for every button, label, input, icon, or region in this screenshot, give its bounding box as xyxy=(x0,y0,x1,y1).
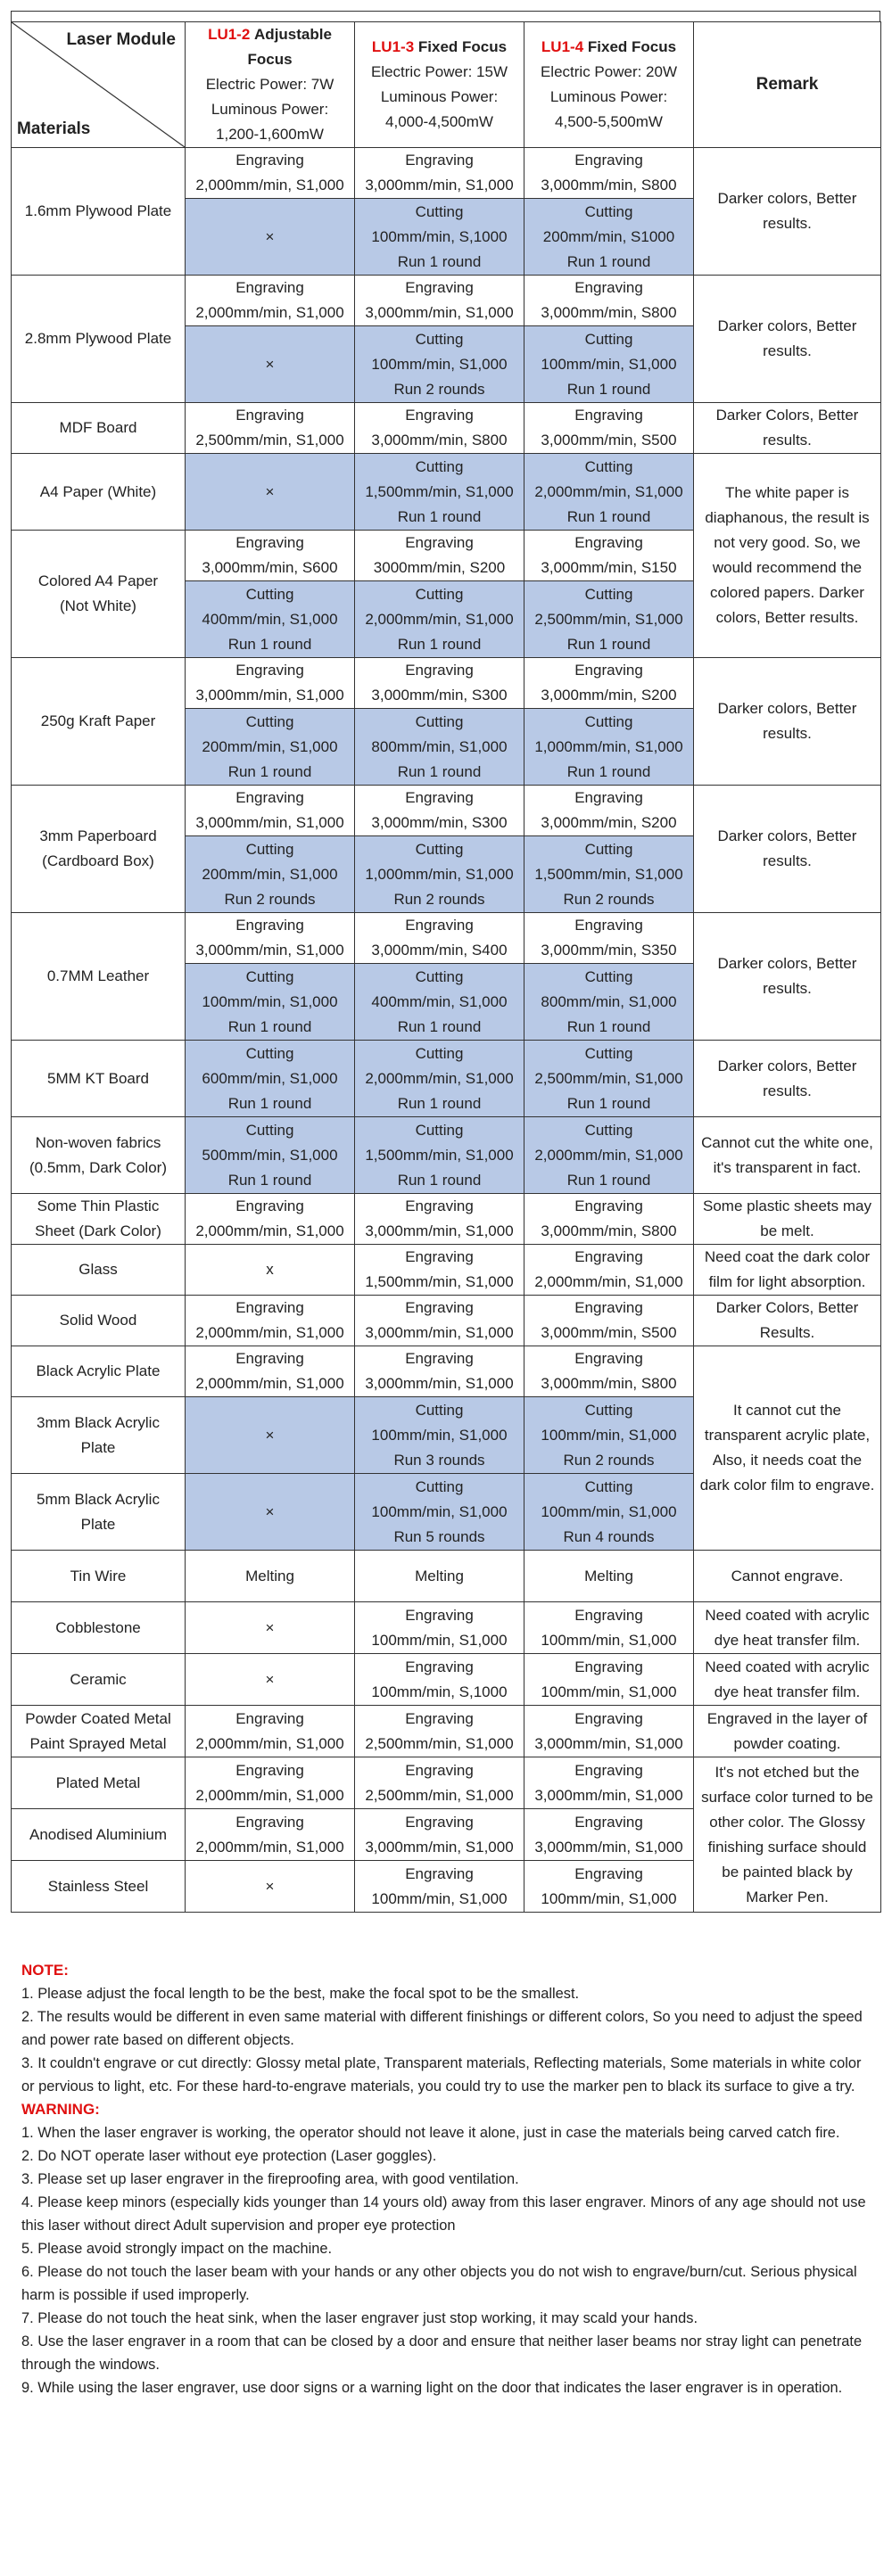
warning-item: 9. While using the laser engraver, use door signs or a warning light on the door that indicates the laser engraver is in operation. xyxy=(21,2380,843,2396)
setting-cell: Engraving 2,000mm/min, S1,000 xyxy=(186,1296,355,1346)
table-row xyxy=(12,1117,881,1194)
setting-cell: Engraving 3,000mm/min, S600 xyxy=(186,531,355,581)
header-remark xyxy=(694,22,881,148)
setting-cell: Cutting 100mm/min, S1,000 Run 1 round xyxy=(524,326,694,403)
notes-section xyxy=(21,1959,878,2399)
electric-power: Electric Power: 15W xyxy=(370,63,508,80)
warning-item: 5. Please avoid strongly impact on the machine. xyxy=(21,2241,333,2257)
luminous-label: Luminous Power: xyxy=(380,88,499,105)
material-name: 5mm Black Acrylic Plate xyxy=(12,1474,186,1551)
setting-cell: Cutting 200mm/min, S1,000 Run 1 round xyxy=(186,709,355,786)
not-supported-cell: x xyxy=(186,1245,355,1296)
material-name: Anodised Aluminium xyxy=(12,1809,186,1861)
remark-cell: Darker colors, Better results. xyxy=(694,148,881,276)
luminous-value: 4,000-4,500mW xyxy=(385,113,493,130)
setting-cell: Engraving 3,000mm/min, S800 xyxy=(355,403,524,454)
remark-cell: The white paper is diaphanous, the result is not very good. So, we would recommend the colored papers. Darker colors, Better results. xyxy=(694,454,881,658)
setting-cell: Melting xyxy=(355,1551,524,1602)
setting-cell: Cutting 100mm/min, S,1000 Run 1 round xyxy=(355,199,524,276)
table-row xyxy=(12,1654,881,1706)
table-row xyxy=(12,913,881,964)
table-row xyxy=(12,1041,881,1117)
setting-cell: Engraving 2,500mm/min, S1,000 xyxy=(355,1757,524,1809)
focus-type: Adjustable Focus xyxy=(247,26,332,68)
setting-cell: Melting xyxy=(186,1551,355,1602)
setting-cell: Engraving 3,000mm/min, S200 xyxy=(524,658,694,709)
setting-cell: Engraving 100mm/min, S1,000 xyxy=(355,1602,524,1654)
table-row xyxy=(12,1706,881,1757)
luminous-label: Luminous Power: xyxy=(211,101,329,118)
setting-cell: Engraving 2,500mm/min, S1,000 xyxy=(355,1706,524,1757)
setting-cell: Engraving 3,000mm/min, S150 xyxy=(524,531,694,581)
setting-cell: Cutting 100mm/min, S1,000 Run 5 rounds xyxy=(355,1474,524,1551)
table-row xyxy=(12,658,881,709)
warning-item: 7. Please do not touch the heat sink, when the laser engraver just stop working, it may scald your hands. xyxy=(21,2310,698,2326)
setting-cell: Cutting 2,500mm/min, S1,000 Run 1 round xyxy=(524,1041,694,1117)
setting-cell: Engraving 100mm/min, S1,000 xyxy=(524,1602,694,1654)
table-row xyxy=(12,1296,881,1346)
remark-cell: Darker colors, Better results. xyxy=(694,1041,881,1117)
header-lu1-3 xyxy=(355,22,524,148)
remark-cell: Engraved in the layer of powder coating. xyxy=(694,1706,881,1757)
setting-cell: Engraving 100mm/min, S1,000 xyxy=(355,1861,524,1913)
note-item: 1. Please adjust the focal length to be the best, make the focal spot to be the smallest. xyxy=(21,1986,580,2002)
setting-cell: Engraving 3,000mm/min, S1,000 xyxy=(355,1194,524,1245)
setting-cell: Engraving 3,000mm/min, S800 xyxy=(524,148,694,199)
setting-cell: Cutting 600mm/min, S1,000 Run 1 round xyxy=(186,1041,355,1117)
warning-heading: WARNING: xyxy=(21,2101,100,2118)
setting-cell: Cutting 1,500mm/min, S1,000 Run 2 rounds xyxy=(524,836,694,913)
remark-cell: It's not etched but the surface color turned to be other color. The Glossy finishing surface should be painted black by Marker Pen. xyxy=(694,1757,881,1913)
setting-cell: Engraving 3,000mm/min, S800 xyxy=(524,1346,694,1397)
setting-cell: Engraving 2,000mm/min, S1,000 xyxy=(186,1346,355,1397)
setting-cell: Cutting 2,500mm/min, S1,000 Run 1 round xyxy=(524,581,694,658)
warning-item: 3. Please set up laser engraver in the fireproofing area, with good ventilation. xyxy=(21,2171,519,2187)
setting-cell: Cutting 400mm/min, S1,000 Run 1 round xyxy=(355,964,524,1041)
setting-cell: Cutting 200mm/min, S1,000 Run 2 rounds xyxy=(186,836,355,913)
setting-cell: Cutting 2,000mm/min, S1,000 Run 1 round xyxy=(355,581,524,658)
remark-cell: Darker colors, Better results. xyxy=(694,276,881,403)
remark-cell: Darker Colors, Better Results. xyxy=(694,1296,881,1346)
setting-cell: Engraving 3,000mm/min, S300 xyxy=(355,786,524,836)
setting-cell: Engraving 3,000mm/min, S1,000 xyxy=(524,1809,694,1861)
setting-cell: Engraving 3,000mm/min, S1,000 xyxy=(355,148,524,199)
material-name: Glass xyxy=(12,1245,186,1296)
setting-cell: Melting xyxy=(524,1551,694,1602)
note-item: 3. It couldn't engrave or cut directly: Glossy metal plate, Transparent materials, Reflecting materials, Some materials in white color or pervious to light, etc. For these hard-to-engrave materials, you could try to use the marker pen to black its surface to give a try. xyxy=(21,2055,862,2095)
setting-cell: Engraving 2,000mm/min, S1,000 xyxy=(186,1757,355,1809)
warning-item: 2. Do NOT operate laser without eye protection (Laser goggles). xyxy=(21,2148,437,2164)
material-name: Solid Wood xyxy=(12,1296,186,1346)
setting-cell: Cutting 800mm/min, S1,000 Run 1 round xyxy=(524,964,694,1041)
setting-cell: Engraving 3,000mm/min, S1,000 xyxy=(524,1706,694,1757)
table-row xyxy=(12,1245,881,1296)
setting-cell: Engraving 3,000mm/min, S800 xyxy=(524,276,694,326)
setting-cell: Cutting 500mm/min, S1,000 Run 1 round xyxy=(186,1117,355,1194)
table-row xyxy=(12,1757,881,1809)
setting-cell: Engraving 2,000mm/min, S1,000 xyxy=(186,1809,355,1861)
not-supported-cell: × xyxy=(186,1602,355,1654)
table-row xyxy=(12,148,881,199)
not-supported-cell: × xyxy=(186,1397,355,1474)
focus-type: Fixed Focus xyxy=(587,38,677,55)
setting-cell: Cutting 2,000mm/min, S1,000 Run 1 round xyxy=(524,1117,694,1194)
not-supported-cell: × xyxy=(186,1654,355,1706)
setting-cell: Engraving 3,000mm/min, S500 xyxy=(524,403,694,454)
setting-cell: Cutting 100mm/min, S1,000 Run 4 rounds xyxy=(524,1474,694,1551)
material-name: 3mm Black Acrylic Plate xyxy=(12,1397,186,1474)
material-name: Some Thin Plastic Sheet (Dark Color) xyxy=(12,1194,186,1245)
not-supported-cell: × xyxy=(186,326,355,403)
warning-item: 4. Please keep minors (especially kids younger than 14 yours old) away from this laser engraver. Minors of any age should not use this laser without direct Adult supervision and proper eye protection xyxy=(21,2194,866,2234)
setting-cell: Cutting 1,500mm/min, S1,000 Run 1 round xyxy=(355,454,524,531)
remark-cell: Need coated with acrylic dye heat transfer film. xyxy=(694,1654,881,1706)
not-supported-cell: × xyxy=(186,454,355,531)
remark-cell: Darker Colors, Better results. xyxy=(694,403,881,454)
table-header-row xyxy=(12,22,881,148)
setting-cell: Cutting 2,000mm/min, S1,000 Run 1 round xyxy=(355,1041,524,1117)
material-name: 250g Kraft Paper xyxy=(12,658,186,786)
setting-cell: Cutting 100mm/min, S1,000 Run 2 rounds xyxy=(355,326,524,403)
electric-power: Electric Power: 7W xyxy=(205,76,334,93)
table-row xyxy=(12,1551,881,1602)
setting-cell: Cutting 800mm/min, S1,000 Run 1 round xyxy=(355,709,524,786)
material-name: 2.8mm Plywood Plate xyxy=(12,276,186,403)
table-row xyxy=(12,786,881,836)
setting-cell: Engraving 2,000mm/min, S1,000 xyxy=(186,1194,355,1245)
setting-cell: Engraving 2,000mm/min, S1,000 xyxy=(186,1706,355,1757)
setting-cell: Engraving 3,000mm/min, S1,000 xyxy=(355,1346,524,1397)
setting-cell: Cutting 2,000mm/min, S1,000 Run 1 round xyxy=(524,454,694,531)
material-name: 5MM KT Board xyxy=(12,1041,186,1117)
setting-cell: Engraving 2,000mm/min, S1,000 xyxy=(186,276,355,326)
setting-cell: Engraving 3,000mm/min, S1,000 xyxy=(355,276,524,326)
setting-cell: Engraving 3,000mm/min, S500 xyxy=(524,1296,694,1346)
warning-item: 8. Use the laser engraver in a room that can be closed by a door and ensure that neither laser beams nor stray light can penetrate through the windows. xyxy=(21,2333,863,2373)
not-supported-cell: × xyxy=(186,1861,355,1913)
material-name: A4 Paper (White) xyxy=(12,454,186,531)
material-name: 1.6mm Plywood Plate xyxy=(12,148,186,276)
electric-power: Electric Power: 20W xyxy=(540,63,678,80)
setting-cell: Engraving 3,000mm/min, S400 xyxy=(355,913,524,964)
setting-cell: Cutting 1,500mm/min, S1,000 Run 1 round xyxy=(355,1117,524,1194)
note-item: 2. The results would be different in even same material with different finishings or different colors, So you need to adjust the speed and power rate based on different objects. xyxy=(21,2009,863,2048)
remark-cell: Need coated with acrylic dye heat transfer film. xyxy=(694,1602,881,1654)
material-name: Black Acrylic Plate xyxy=(12,1346,186,1397)
model-name: LU1-3 xyxy=(371,38,415,55)
not-supported-cell: × xyxy=(186,1474,355,1551)
setting-cell: Cutting 100mm/min, S1,000 Run 3 rounds xyxy=(355,1397,524,1474)
material-name: Tin Wire xyxy=(12,1551,186,1602)
header-lu1-4 xyxy=(524,22,694,148)
setting-cell: Engraving 2,500mm/min, S1,000 xyxy=(186,403,355,454)
setting-cell: Engraving 3000mm/min, S200 xyxy=(355,531,524,581)
header-laser-module: Laser Module xyxy=(66,30,176,49)
table-row xyxy=(12,403,881,454)
setting-cell: Engraving 100mm/min, S,1000 xyxy=(355,1654,524,1706)
setting-cell: Engraving 3,000mm/min, S1,000 xyxy=(355,1296,524,1346)
setting-cell: Engraving 3,000mm/min, S1,000 xyxy=(186,913,355,964)
remark-heading: Remark xyxy=(756,75,819,94)
material-name: Plated Metal xyxy=(12,1757,186,1809)
table-row xyxy=(12,1346,881,1397)
material-name: Non-woven fabrics (0.5mm, Dark Color) xyxy=(12,1117,186,1194)
material-name: Ceramic xyxy=(12,1654,186,1706)
laser-material-table xyxy=(11,21,881,1913)
luminous-value: 1,200-1,600mW xyxy=(216,126,324,143)
table-row xyxy=(12,1602,881,1654)
warning-item: 1. When the laser engraver is working, the operator should not leave it alone, just in case the materials being carved catch fire. xyxy=(21,2125,840,2141)
material-name: Stainless Steel xyxy=(12,1861,186,1913)
setting-cell: Engraving 3,000mm/min, S1,000 xyxy=(524,1757,694,1809)
setting-cell: Engraving 1,500mm/min, S1,000 xyxy=(355,1245,524,1296)
setting-cell: Cutting 200mm/min, S1000 Run 1 round xyxy=(524,199,694,276)
not-supported-cell: × xyxy=(186,199,355,276)
setting-cell: Engraving 3,000mm/min, S1,000 xyxy=(186,786,355,836)
remark-cell: Darker colors, Better results. xyxy=(694,913,881,1041)
remark-cell: Darker colors, Better results. xyxy=(694,786,881,913)
model-name: LU1-4 xyxy=(541,38,584,55)
corner-cell xyxy=(12,22,186,148)
warning-item: 6. Please do not touch the laser beam with your hands or any other objects you do not wish to engrave/burn/cut. Serious physical harm is possible if used improperly. xyxy=(21,2264,857,2303)
remark-cell: Some plastic sheets may be melt. xyxy=(694,1194,881,1245)
remark-cell: Cannot engrave. xyxy=(694,1551,881,1602)
remark-cell: It cannot cut the transparent acrylic plate, Also, it needs coat the dark color film to engrave. xyxy=(694,1346,881,1551)
note-heading: NOTE: xyxy=(21,1962,69,1979)
header-materials: Materials xyxy=(17,119,91,138)
setting-cell: Cutting 100mm/min, S1,000 Run 2 rounds xyxy=(524,1397,694,1474)
setting-cell: Engraving 2,000mm/min, S1,000 xyxy=(186,148,355,199)
setting-cell: Engraving 100mm/min, S1,000 xyxy=(524,1654,694,1706)
focus-type: Fixed Focus xyxy=(417,38,508,55)
setting-cell: Engraving 3,000mm/min, S1,000 xyxy=(355,1809,524,1861)
remark-cell: Cannot cut the white one, it's transparent in fact. xyxy=(694,1117,881,1194)
setting-cell: Engraving 100mm/min, S1,000 xyxy=(524,1861,694,1913)
table-top-border xyxy=(11,11,880,21)
remark-cell: Need coat the dark color film for light absorption. xyxy=(694,1245,881,1296)
remark-cell: Darker colors, Better results. xyxy=(694,658,881,786)
setting-cell: Cutting 400mm/min, S1,000 Run 1 round xyxy=(186,581,355,658)
table-row xyxy=(12,1194,881,1245)
material-name: MDF Board xyxy=(12,403,186,454)
table-row xyxy=(12,454,881,531)
luminous-label: Luminous Power: xyxy=(549,88,668,105)
setting-cell: Cutting 1,000mm/min, S1,000 Run 1 round xyxy=(524,709,694,786)
setting-cell: Engraving 2,000mm/min, S1,000 xyxy=(524,1245,694,1296)
setting-cell: Cutting 100mm/min, S1,000 Run 1 round xyxy=(186,964,355,1041)
setting-cell: Engraving 3,000mm/min, S1,000 xyxy=(186,658,355,709)
setting-cell: Engraving 3,000mm/min, S350 xyxy=(524,913,694,964)
setting-cell: Cutting 1,000mm/min, S1,000 Run 2 rounds xyxy=(355,836,524,913)
setting-cell: Engraving 3,000mm/min, S300 xyxy=(355,658,524,709)
material-name: Colored A4 Paper (Not White) xyxy=(12,531,186,658)
header-lu1-2 xyxy=(186,22,355,148)
material-name: 3mm Paperboard (Cardboard Box) xyxy=(12,786,186,913)
material-name: 0.7MM Leather xyxy=(12,913,186,1041)
model-name: LU1-2 xyxy=(208,26,251,43)
luminous-value: 4,500-5,500mW xyxy=(555,113,663,130)
material-name: Powder Coated Metal Paint Sprayed Metal xyxy=(12,1706,186,1757)
material-name: Cobblestone xyxy=(12,1602,186,1654)
setting-cell: Engraving 3,000mm/min, S200 xyxy=(524,786,694,836)
setting-cell: Engraving 3,000mm/min, S800 xyxy=(524,1194,694,1245)
table-row xyxy=(12,276,881,326)
